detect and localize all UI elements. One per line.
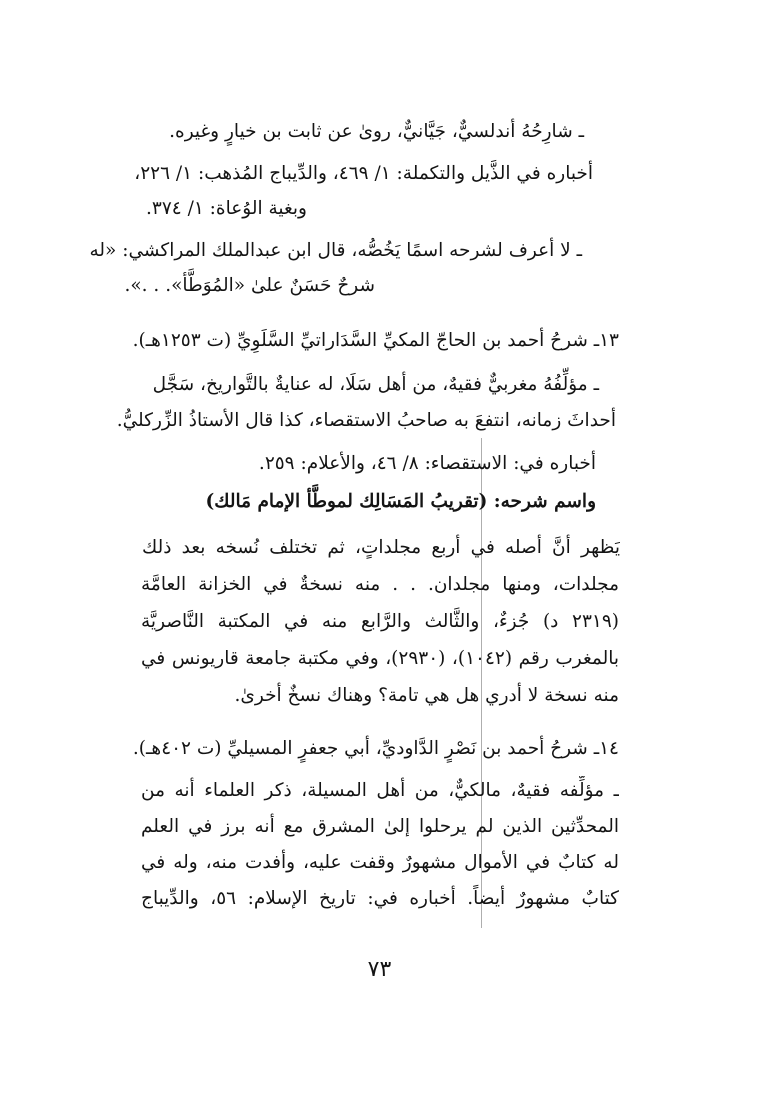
text-line-7: ـ مؤلِّفُهُ مغربيٌّ فقيهٌ، من أهل سَلَا، له عنايةٌ بالتَّواريخ، سَجَّل	[152, 374, 599, 395]
text-line-12: مجلدات، ومنها مجلدان. . . منه نسخةٌ في الخزانة العامَّة	[141, 574, 619, 595]
heading-14: ١٤ـ شرحُ أحمد بن نَصْرٍ الدَّاوديِّ، أبي جعفرٍ المسيليِّ (ت ٤٠٢هـ).	[132, 738, 619, 759]
commentary-title-line: واسم شرحه: (تقريبُ المَسَالِك لموطَّأ الإمام مَالك)	[205, 491, 596, 512]
text-line-15: منه نسخة لا أدري هل هي تامة؟ وهناك نسخٌ أخرىٰ.	[234, 685, 619, 706]
text-line-4: ـ لا أعرف لشرحه اسمًا يَخُصُّه، قال ابن عبدالملك المراكشي: «له	[89, 240, 582, 261]
text-line-13: (٢٣١٩ د) جُزءٌ، والثَّالث والرَّابع منه في المكتبة النَّاصريَّة	[141, 611, 619, 632]
text-line-3: وبغية الوُعاة: ١/ ٣٧٤.	[146, 198, 307, 219]
heading-13: ١٣ـ شرحُ أحمد بن الحاجّ المكيِّ السَّدَاراتيِّ السَّلَوِيِّ (ت ١٢٥٣هـ).	[132, 330, 619, 351]
text-line-17: ـ مؤلِّفه فقيهٌ، مالكيٌّ، من أهل المسيلة، ذكر العلماء أنه من	[141, 780, 619, 801]
text-line-14: بالمغرب رقم (١٠٤٢)، (٢٩٣٠)، وفي مكتبة جامعة قاريونس في	[141, 648, 619, 669]
text-line-8: أحداثَ زمانه، انتفعَ به صاحبُ الاستقصاء، كذا قال الأستاذُ الزِّركليُّ.	[116, 410, 616, 431]
text-line-2: أخباره في الذَّيل والتكملة: ١/ ٤٦٩، والدِّيباج المُذهب: ١/ ٢٢٦،	[134, 163, 593, 184]
text-line-18: المحدِّثين الذين لم يرحلوا إلىٰ المشرق مع أنه برز في العلم	[141, 816, 619, 837]
page-number: ٧٣	[367, 957, 392, 982]
text-line-11: يَظهر أنَّ أصله في أربع مجلداتٍ، ثم تختلف نُسخه بعد ذلك	[142, 537, 620, 558]
text-line-20: كتابٌ مشهورٌ أيضاً. أخباره في: تاريخ الإسلام: ٥٦، والدِّيباج	[141, 888, 619, 909]
text-line-5: شرحٌ حَسَنٌ علىٰ «المُوَطَّأ». . .».	[124, 275, 375, 296]
text-line-19: له كتابٌ في الأموال مشهورٌ وقفت عليه، وأفدت منه، وله في	[141, 852, 619, 873]
text-line-9: أخباره في: الاستقصاء: ٨/ ٤٦، والأعلام: ٢٥٩.	[258, 453, 596, 474]
text-line-1: ـ شارِحُهُ أندلسيٌّ، جَيَّانيٌّ، روىٰ عن ثابت بن خيارٍ وغيره.	[169, 121, 584, 142]
